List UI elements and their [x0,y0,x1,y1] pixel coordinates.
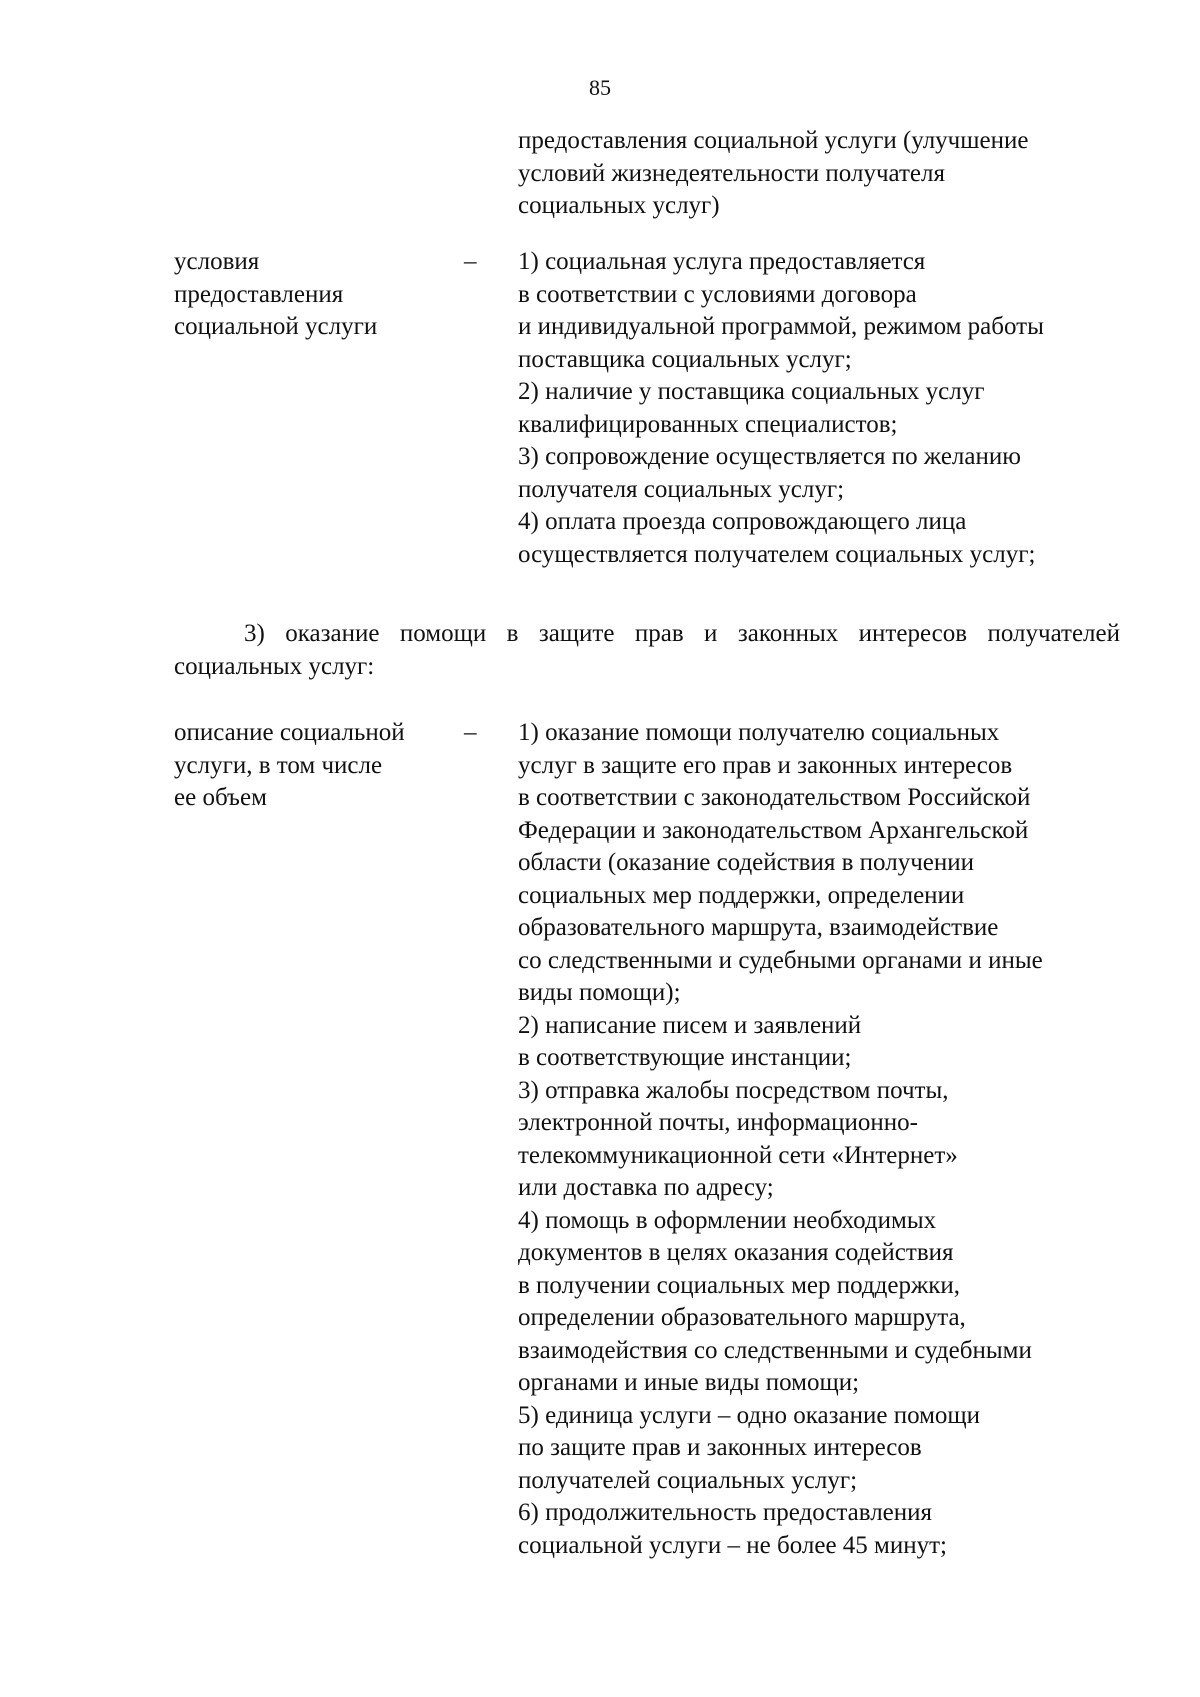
heading-line: 3) оказание помощи в защите прав и законных интересов получателей [244,620,1120,647]
desc-line: социальных мер поддержки, определении [518,881,965,909]
term-line: условия [174,248,260,275]
continuation-text [518,125,1128,223]
desc-line: в соответствии с условиями договора [518,280,917,308]
desc-line: в соответствии с законодательством Российской [518,784,1031,811]
desc-line: 3) отправка жалобы посредством почты, [518,1076,949,1104]
text-line: предоставления социальной услуги (улучшение [518,127,1029,154]
desc-line: получателей социальных услуг; [518,1466,858,1494]
description-text [518,717,1128,1562]
conditions-description [518,246,1128,571]
term-line: услуги, в том числе [174,751,383,779]
desc-line: социальной услуги – не более 45 минут; [518,1531,947,1559]
desc-line: со следственными и судебными органами и иные [518,946,1043,974]
desc-line: органами и иные виды помощи; [518,1369,860,1396]
desc-line: 2) наличие у поставщика социальных услуг [518,378,985,405]
desc-line: взаимодействия со следственными и судебными [518,1336,1032,1364]
desc-line: квалифицированных специалистов; [518,410,898,438]
desc-line: получателя социальных услуг; [518,475,845,503]
text-line: условий жизнедеятельности получателя [518,159,945,187]
text-line: социальных услуг) [518,192,720,219]
desc-line: 4) оплата проезда сопровождающего лица [518,508,967,535]
desc-line: документов в целях оказания содействия [518,1239,954,1266]
term-line: предоставления [174,280,344,308]
desc-line: определении образовательного маршрута, [518,1304,966,1331]
desc-line: в соответствующие инстанции; [518,1044,852,1071]
section-heading [174,618,1120,683]
page-number: 85 [589,75,611,100]
desc-line: электронной почты, информационно- [518,1109,918,1136]
desc-line: в получении социальных мер поддержки, [518,1271,961,1299]
heading-line: социальных услуг: [174,652,375,680]
desc-line: 5) единица услуги – одно оказание помощи [518,1401,981,1429]
desc-line: 2) написание писем и заявлений [518,1011,862,1039]
description-dash: – [464,719,477,746]
desc-line: 4) помощь в оформлении необходимых [518,1206,937,1234]
conditions-dash: – [464,248,477,275]
desc-line: и индивидуальной программой, режимом работы [518,313,1044,340]
desc-line: по защите прав и законных интересов [518,1434,922,1461]
desc-line: 1) оказание помощи получателю социальных [518,719,1000,746]
desc-line: поставщика социальных услуг; [518,345,852,373]
desc-line: 6) продолжительность предоставления [518,1499,933,1526]
desc-line: виды помощи); [518,979,681,1006]
desc-line: 1) социальная услуга предоставляется [518,248,926,275]
term-line: ее объем [174,784,267,811]
term-line: описание социальной [174,719,405,746]
conditions-term [174,246,444,344]
description-term [174,717,444,815]
desc-line: 3) сопровождение осуществляется по желанию [518,443,1021,470]
desc-line: услуг в защите его прав и законных интересов [518,751,1013,779]
desc-line: образовательного маршрута, взаимодействие [518,914,999,941]
term-line: социальной услуги [174,313,378,340]
desc-line: Федерации и законодательством Архангельской [518,816,1029,844]
desc-line: осуществляется получателем социальных услуг; [518,540,1036,568]
desc-line: или доставка по адресу; [518,1174,774,1201]
desc-line: телекоммуникационной сети «Интернет» [518,1141,958,1169]
desc-line: области (оказание содействия в получении [518,849,974,876]
